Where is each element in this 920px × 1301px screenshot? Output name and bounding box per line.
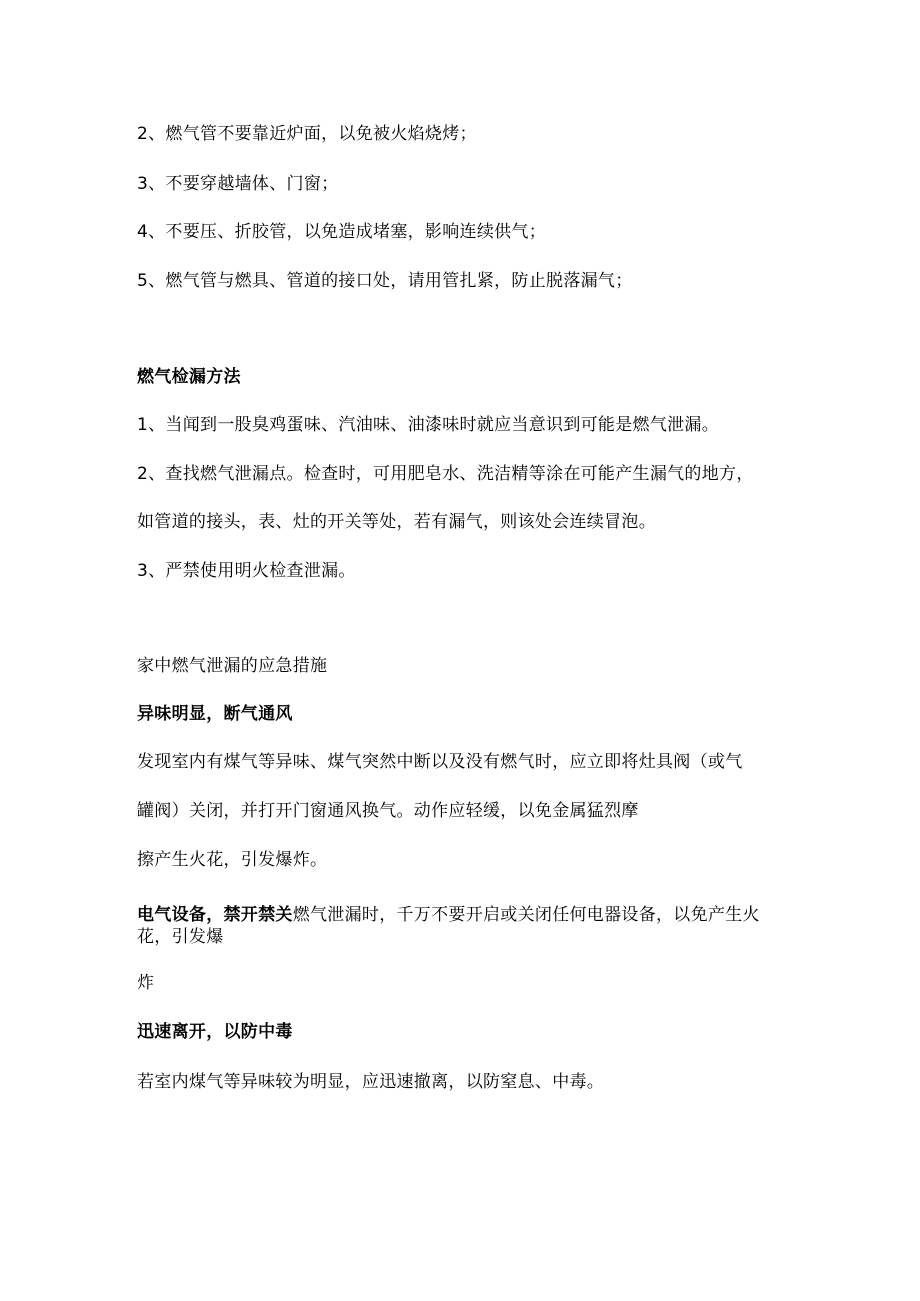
list-item: 3、严禁使用明火检查泄漏。	[137, 561, 356, 581]
paragraph-line: 发现室内有煤气等异味、煤气突然中断以及没有燃气时，应立即将灶具阀（或气	[137, 752, 743, 772]
section-heading-emergency: 家中燃气泄漏的应急措施	[137, 656, 328, 676]
paragraph-electrical	[137, 904, 787, 948]
paragraph-line: 擦产生火花，引发爆炸。	[137, 850, 328, 870]
section-heading-leak-detection: 燃气检漏方法	[137, 367, 241, 387]
list-item: 3、不要穿越墙体、门窗；	[137, 174, 339, 194]
list-item: 4、不要压、折胶管，以免造成堵塞，影响连续供气；	[137, 222, 547, 242]
list-item: 2、燃气管不要靠近炉面，以免被火焰烧烤；	[137, 124, 477, 144]
paragraph-text: 燃气泄漏时，千万不要开启或关闭任何电器设备，以免产生火花，引发爆	[137, 905, 760, 947]
subheading: 异味明显，断气通风	[137, 704, 293, 724]
subheading: 迅速离开，以防中毒	[137, 1022, 293, 1042]
paragraph-line: 若室内煤气等异味较为明显，应迅速撤离，以防窒息、中毒。	[137, 1072, 605, 1092]
list-item-continuation: 如管道的接头，表、灶的开关等处，若有漏气，则该处会连续冒泡。	[137, 512, 656, 532]
list-item: 2、查找燃气泄漏点。检查时，可用肥皂水、洗洁精等涂在可能产生漏气的地方，	[137, 464, 754, 484]
inline-bold-heading: 电气设备，禁开禁关	[137, 905, 293, 925]
paragraph-line: 炸	[137, 973, 155, 993]
list-item: 5、燃气管与燃具、管道的接口处，请用管扎紧，防止脱落漏气；	[137, 271, 633, 291]
list-item: 1、当闻到一股臭鸡蛋味、汽油味、油漆味时就应当意识到可能是燃气泄漏。	[137, 415, 720, 435]
paragraph-line: 罐阀）关闭，并打开门窗通风换气。动作应轻缓，以免金属猛烈摩	[137, 801, 639, 821]
